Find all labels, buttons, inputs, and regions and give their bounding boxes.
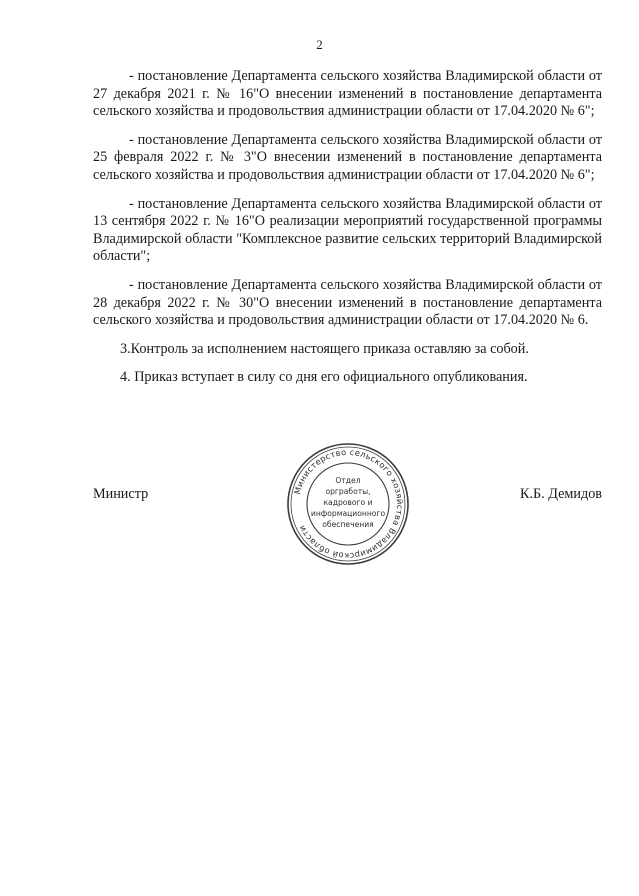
page-number: 2 [316,37,323,52]
list-item: - постановление Департамента сельского хозяйства Владимирской области от 28 декабря 2022 г. № 30"О внесении изменений в постановление департамента сельского хозяйства и продовольствия администрации области от 17.04.2020 № 6. [93,276,602,329]
list-item: - постановление Департамента сельского хозяйства Владимирской области от 25 февраля 2022 г. № 3"О внесении изменений в постановление департамента сельского хозяйства и продовольствия администрации области от 17.04.2020 № 6"; [93,131,602,183]
seal-center-line: обеспечения [322,520,374,529]
clause-effective: 4. Приказ вступает в силу со дня его официального опубликования. [120,369,528,386]
document-body [93,68,602,398]
clause-control: 3.Контроль за исполнением настоящего приказа оставляю за собой. [120,340,529,357]
seal-center-line: Отдел [335,476,361,485]
seal-center-line: информационного [310,509,386,518]
seal-center-line: кадрового и [323,498,373,507]
seal-ring-text: Министерство сельского хозяйства Владимирской области [291,446,406,562]
signatory-name: К.Б. Демидов [520,486,602,502]
seal-center-line: оргработы, [325,487,371,496]
signatory-title: Министр [93,486,149,502]
list-item: - постановление Департамента сельского хозяйства Владимирской области от 27 декабря 2021 г. № 16"О внесении изменений в постановление департамента сельского хозяйства и продовольствия администрации области от 17.04.2020 № 6"; [93,68,602,120]
official-seal-stamp [286,442,410,566]
list-item: - постановление Департамента сельского хозяйства Владимирской области от 13 сентября 2022 г. № 16"О реализации мероприятий государственной программы Владимирской области "Комплексное развитие сельских территорий Владимирской области"; [93,195,602,265]
